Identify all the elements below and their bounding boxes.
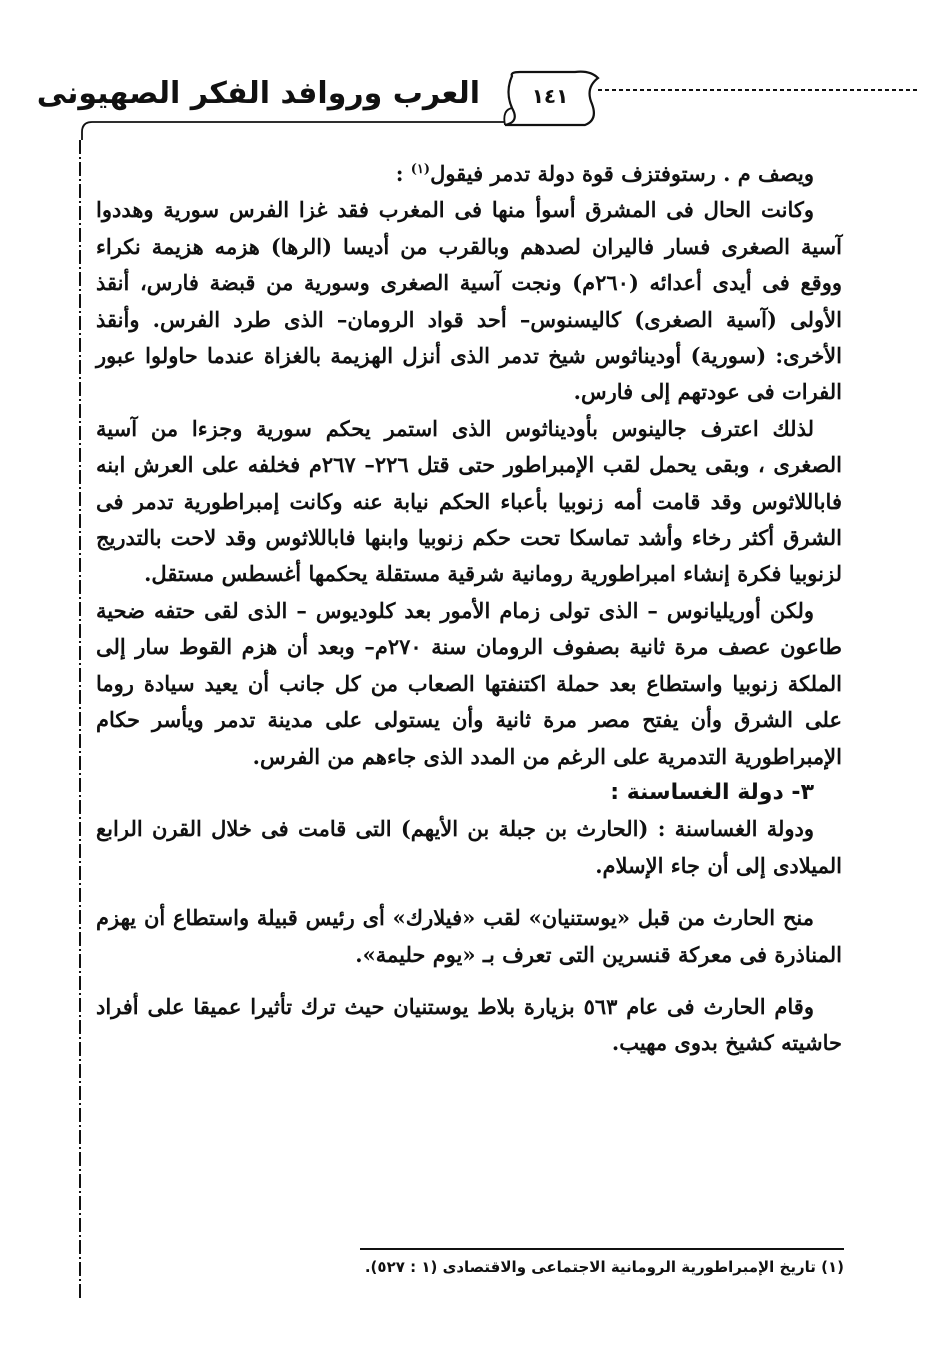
main-text bbox=[96, 152, 842, 1062]
footnote-divider bbox=[360, 1248, 844, 1250]
paragraph-aurelian: ولكن أوريليانوس – الذى تولى زمام الأمور بعد كلوديوس – الذى لقى حتفه ضحية طاعون عصف مرة ثانية بصفوف الرومان سنة ٢٧٠م– وبعد أن هزم القوط سار إلى الملكة زنوبيا واستطاع بعد حملة اكتنفتها الصعاب من كل جانب أن يعيد سيادة روما على الشرق وأن يفتح مصر مرة ثانية وأن يستولى على مدينة تدمر ويأسر حكام الإمبراطورية التدمرية على الرغم من المدد الذى جاءهم من الفرس. bbox=[96, 597, 843, 769]
section-heading-ghassanids: ٣- دولة الغساسنة : bbox=[610, 779, 814, 805]
paragraph-ghassanid-state: ودولة الغساسنة : (الحارث بن جبلة بن الأيهم) التى قامت فى خلال القرن الرابع الميلادى إلى أن جاء الإسلام. bbox=[96, 816, 842, 878]
intro-paragraph bbox=[96, 152, 842, 192]
paragraph-east-situation: وكانت الحال فى المشرق أسوأ منها فى المغرب فقد غزا الفرس سورية وهددوا آسية الصغرى فسار فاليران لصدهم وبالقرب من أديسا (الرها) هزمه هزيمة نكراء ووقع فى أيدى أعدائه (٢٦٠م) ونجت آسية الصغرى وسورية من قبضة فارس، أنقذ الأولى (آسية الصغرى) كاليسنوس– أحد قواد الرومان– الذى طرد الفرس. وأنقذ الأخرى: (سورية) أوديناثوس شيخ تدمر الذى أنزل الهزيمة بالغزاة عندما حاولوا عبور الفرات فى عودتهم إلى فارس. bbox=[96, 197, 842, 405]
running-header-title: العرب وروافد الفكر الصهيونى bbox=[36, 76, 480, 111]
page-number: ١٤١ bbox=[531, 84, 569, 108]
footnote: (١) تاريخ الإمبراطورية الرومانية الاجتماعى والاقتصادى (١ : ٥٢٧). bbox=[364, 1258, 844, 1276]
paragraph-harith-visit: وقام الحارث فى عام ٥٦٣ بزيارة بلاط يوستنيان حيث ترك تأثيرا عميقا على أفراد حاشيته كشيخ بدوى مهيب. bbox=[96, 993, 842, 1056]
footnote-reference: (١) bbox=[410, 162, 431, 177]
intro-suffix: : bbox=[395, 161, 411, 186]
paragraph-gallienus: لذلك اعترف جالينوس بأوديناثوس الذى استمر يحكم سورية وجزءا من آسية الصغرى ، وبقى يحمل لقب الإمبراطور حتى قتل ٢٢٦– ٢٦٧م فخلفه على العرش ابنه فاباللاثوس وقد قامت أمه زنوبيا بأعباء الحكم نيابة عنه وكانت إمبراطورية تدمر فى الشرق أكثر رخاء وأشد تماسكا تحت حكم زنوبيا وابنها فاباللاثوس وقد لاحت بالتدريج لزنوبيا فكرة إنشاء امبراطورية رومانية شرقية مستقلة يحكمها أغسطس مستقل. bbox=[96, 415, 842, 587]
intro-text: ويصف م . رستوفتزف قوة دولة تدمر فيقول bbox=[430, 161, 814, 186]
paragraph-phylarch-title: منح الحارث من قبل «يوستنيان» لقب «فيلارك» أى رئيس قبيلة واستطاع أن يهزم المناذرة فى معركة قنسرين التى تعرف بـ «يوم حليمة». bbox=[96, 905, 842, 967]
